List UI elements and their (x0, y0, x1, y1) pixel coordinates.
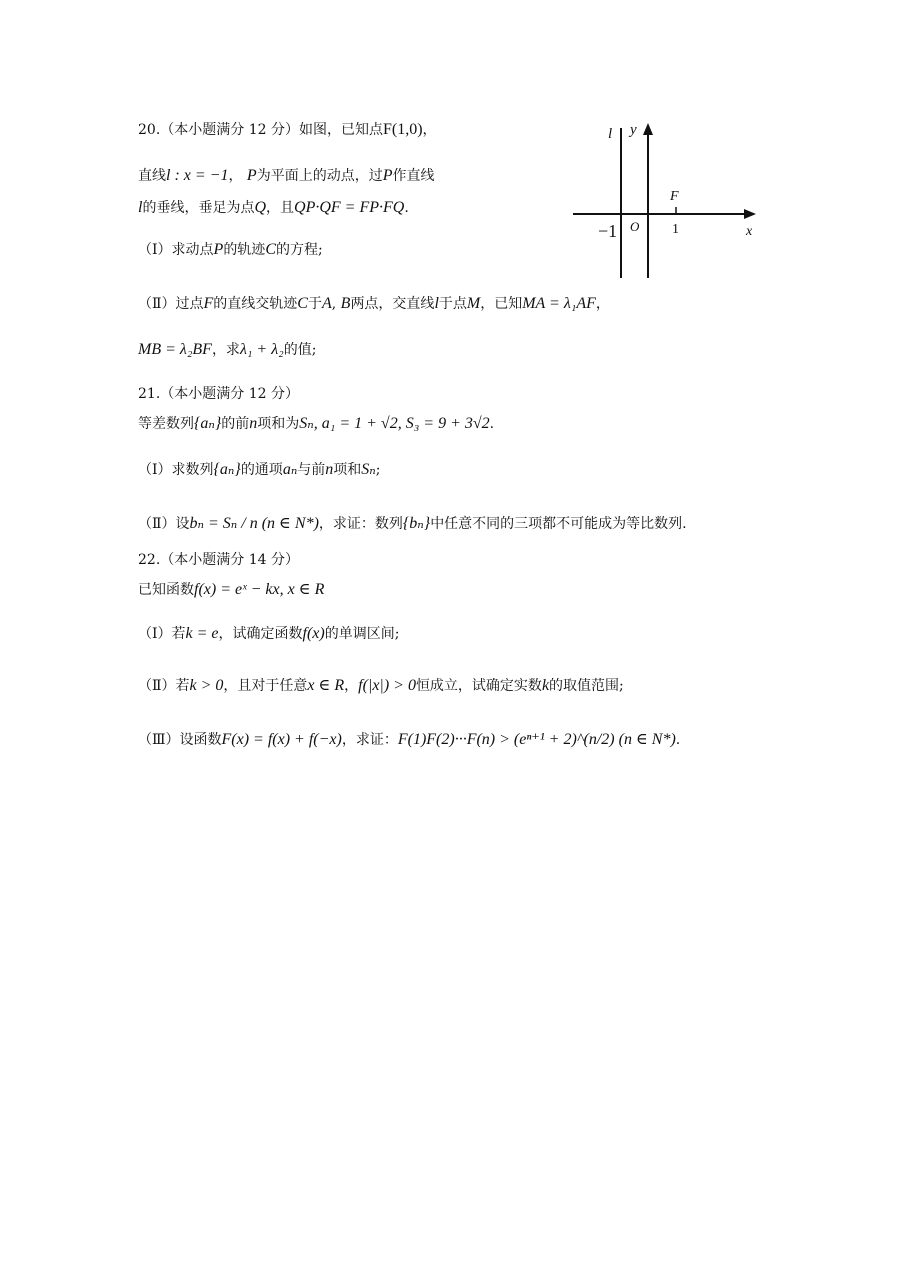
text: ; (375, 462, 381, 478)
var-p: P (213, 241, 224, 258)
F-definition: F(x) = f(x) + f(−x) (221, 731, 342, 748)
q21-line-1 (138, 414, 494, 434)
text: （Ⅰ）若 (138, 626, 186, 642)
text: ， (228, 168, 243, 184)
text: 的方程; (275, 242, 323, 258)
text: 中任意不同的三项都不可能成为等比数列. (430, 516, 687, 532)
f-abs-x-positive: f(|x|) > 0 (358, 677, 416, 694)
q20-intro: 20.（本小题满分 12 分）如图，已知点 (138, 122, 383, 138)
text: （Ⅰ）求数列 (138, 462, 214, 478)
var-a: A (321, 295, 332, 312)
text: , (331, 296, 337, 312)
lambda-sum: λ₁ + λ₂ (239, 341, 284, 358)
var-an: aₙ (282, 461, 298, 478)
text: 与前 (297, 462, 326, 478)
q20-part-2-cont (138, 340, 316, 360)
mb-vector-relation: MB = λ₂BF (138, 341, 212, 358)
q22-line-1 (138, 580, 324, 600)
var-c: C (297, 295, 308, 312)
var-b: B (340, 295, 351, 312)
label-f: F (670, 189, 679, 204)
label-origin: O (630, 219, 640, 234)
text: （Ⅰ）求动点 (138, 242, 214, 258)
q22-part-1 (138, 624, 399, 644)
text: ，求证： (341, 732, 398, 748)
y-axis-arrow-icon (643, 123, 653, 135)
text: 的轨迹 (223, 242, 266, 258)
label-neg-1: −1 (598, 221, 618, 241)
k-equals-e: k = e (185, 625, 219, 642)
label-1: 1 (672, 222, 679, 237)
q20-line-3 (138, 198, 409, 218)
text: 等差数列 (138, 416, 194, 432)
var-k: k (541, 677, 550, 694)
text: 的单调区间; (324, 626, 400, 642)
text: ， (595, 296, 610, 312)
text: ，且 (266, 200, 295, 216)
line-l-equation: l : x = −1 (166, 167, 229, 184)
text: 的通项 (240, 462, 283, 478)
product-inequality: F(1)F(2)···F(n) > (eⁿ⁺¹ + 2)^(n/2) (n ∈ N*) (397, 731, 676, 748)
q21-title (138, 384, 299, 404)
text: ， (344, 678, 359, 694)
coordinate-figure (568, 118, 768, 283)
var-p: P (246, 167, 257, 184)
text: 21.（本小题满分 12 分） (138, 386, 299, 402)
text: （Ⅱ）设 (138, 516, 190, 532)
var-p: P (382, 167, 393, 184)
text: 的取值范围; (549, 678, 624, 694)
sequence-a: {aₙ} (194, 415, 222, 432)
var-f: F (203, 295, 214, 312)
sequence-a: {aₙ} (213, 461, 241, 478)
text: ，且对于任意 (223, 678, 308, 694)
text: ，已知 (480, 296, 523, 312)
text: （Ⅱ）过点 (138, 296, 204, 312)
q20-line1-end: ， (422, 122, 437, 138)
text: 22.（本小题满分 14 分） (138, 552, 299, 568)
var-l: l (138, 199, 143, 216)
ma-vector-relation: MA = λ₁AF (522, 295, 596, 312)
q22-part-3 (138, 730, 680, 750)
bn-definition: bₙ = Sₙ / n (n ∈ N*) (189, 515, 319, 532)
var-c: C (265, 241, 276, 258)
text: 项和为 (257, 416, 300, 432)
vector-equation: QP·QF = FP·FQ (294, 199, 405, 216)
var-sn: Sₙ (361, 461, 376, 478)
label-y: y (630, 122, 637, 138)
text: 为平面上的动点，过 (256, 168, 383, 184)
var-n: n (325, 461, 334, 478)
label-x: x (746, 224, 753, 239)
q20-line-1 (138, 120, 437, 140)
text: ，求 (211, 342, 240, 358)
x-axis-arrow-icon (744, 209, 756, 219)
text: . (404, 200, 409, 216)
q20-part-1 (138, 240, 323, 260)
var-q: Q (254, 199, 267, 216)
text: 项和 (333, 462, 362, 478)
fx: f(x) (302, 625, 325, 642)
text: 于点 (438, 296, 467, 312)
q22-part-2 (138, 676, 624, 696)
text: ，试确定函数 (218, 626, 303, 642)
q20-part-2 (138, 294, 610, 314)
text: 于 (307, 296, 322, 312)
q20-line-2 (138, 166, 434, 186)
text: 的值; (283, 342, 317, 358)
var-n: n (249, 415, 258, 432)
var-m: M (466, 295, 481, 312)
text: 的前 (221, 416, 250, 432)
x-in-r: x ∈ R (307, 677, 345, 694)
q22-title (138, 550, 299, 570)
text: 的直线交轨迹 (213, 296, 298, 312)
label-l: l (608, 126, 613, 142)
text: 已知函数 (138, 582, 194, 598)
function-definition: f(x) = eˣ − kx, x ∈ R (194, 581, 325, 598)
text: . (489, 416, 495, 432)
text: 直线 (138, 168, 166, 184)
text: 的垂线，垂足为点 (142, 200, 255, 216)
sequence-conditions: Sₙ, a₁ = 1 + √2, S₃ = 9 + 3√2 (299, 415, 490, 432)
q21-part-1 (138, 460, 381, 480)
text: 作直线 (392, 168, 435, 184)
var-l: l (434, 295, 439, 312)
sequence-b: {bₙ} (402, 515, 431, 532)
text: ，求证：数列 (318, 516, 403, 532)
text: 恒成立，试确定实数 (415, 678, 542, 694)
k-positive: k > 0 (189, 677, 224, 694)
q21-part-2 (138, 514, 687, 534)
text: . (675, 732, 681, 748)
text: （Ⅱ）若 (138, 678, 190, 694)
text: 两点，交直线 (350, 296, 435, 312)
point-f-math: F(1,0) (382, 121, 423, 138)
text: （Ⅲ）设函数 (138, 732, 222, 748)
